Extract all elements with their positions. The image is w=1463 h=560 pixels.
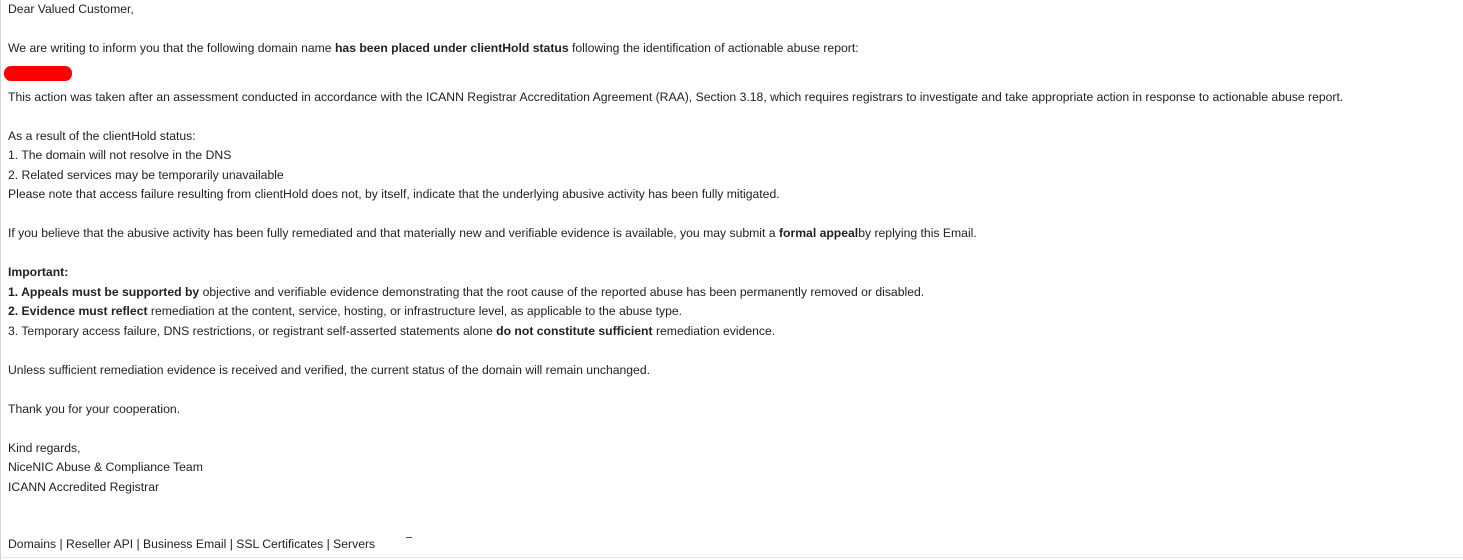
footer-red-mark [406,537,412,538]
note-paragraph: Please note that access failure resulting from clientHold does not, by itself, indicate that the underlying abusive activity has been fully mitigated. [8,187,780,201]
spacer [8,341,1458,361]
important-item-3 [8,322,1458,342]
appeal-bold: formal appeal [778,226,859,240]
important-item-3-bold: do not constitute sufficient [496,323,653,338]
spacer [8,205,1458,225]
important-heading-text: Important: [8,265,69,279]
spacer [8,380,1458,400]
important-item-1-text: objective and verifiable evidence demonstrating that the root cause of the reported abuse has been permanently removed or disabled. [199,284,925,299]
important-item-3-text-end: remediation evidence. [652,323,776,338]
redacted-domain-row [8,59,1458,88]
result-item: 2. Related services may be temporarily unavailable [8,167,284,182]
left-border [0,0,1,560]
important-item-2-bold: 2. Evidence must reflect [8,304,148,318]
intro-bold: has been placed under clientHold status [334,41,569,55]
result-item: 1. The domain will not resolve in the DNS [8,148,232,162]
signature-closing: Kind regards, [8,440,81,455]
important-item-1-bold: 1. Appeals must be supported by [8,284,200,299]
appeal-text-end: by replying this Email. [858,226,977,240]
result-heading: As a result of the clientHold status: [8,128,196,143]
important-item-2-text: remediation at the content, service, hosting, or infrastructure level, as applicable to the abuse type. [147,304,683,318]
intro-text-end: following the identification of actionable abuse report: [568,41,859,55]
appeal-paragraph [8,224,1458,244]
footer-links: Domains | Reseller API | Business Email | SSL Certificates | Servers [8,537,376,551]
spacer [8,244,1458,264]
intro-paragraph [8,39,1458,59]
thanks-paragraph: Thank you for your cooperation. [8,401,181,416]
action-paragraph: This action was taken after an assessment conducted in accordance with the ICANN Registrar Accreditation Agreement (RAA), Section 3.18, which requires registrars to investigate and take appropriate action in response to actionable abuse report. [8,89,1344,104]
spacer [8,419,1458,439]
signature-team: NiceNIC Abuse & Compliance Team [8,460,203,474]
appeal-text: If you believe that the abusive activity has been fully remediated and that materially new and verifiable evidence is available, you may submit a [8,226,779,240]
important-item-1 [8,283,1458,303]
redacted-domain [4,66,72,81]
important-item-2 [8,302,1458,322]
bottom-border [0,557,1463,558]
important-heading [8,263,1458,283]
important-item-3-text: 3. Temporary access failure, DNS restrictions, or registrant self-asserted statements alone [8,323,497,338]
signature-title: ICANN Accredited Registrar [8,479,160,494]
spacer [8,107,1458,127]
greeting: Dear Valued Customer, [8,2,134,16]
email-body [8,0,1458,497]
unless-paragraph: Unless sufficient remediation evidence is received and verified, the current status of the domain will remain unchanged. [8,362,650,377]
intro-text: We are writing to inform you that the following domain name [8,41,335,55]
spacer [8,20,1458,40]
